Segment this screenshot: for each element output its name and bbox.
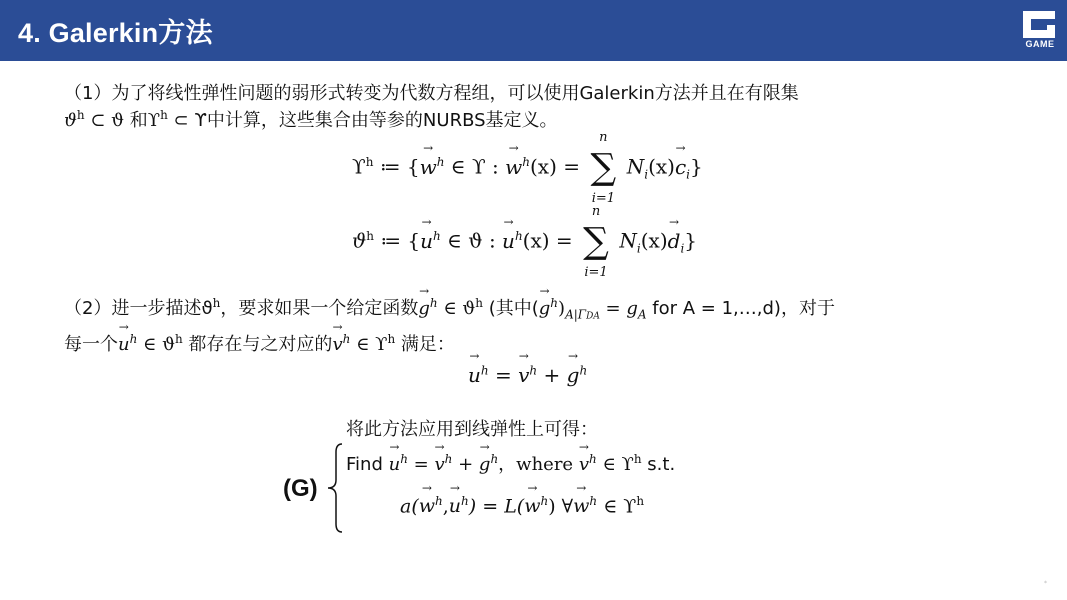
page-mark: * bbox=[1044, 580, 1047, 587]
galerkin-line2: $a(\to w^h,\to u^h) = L(\to w^h)$ ∀→ $w^h$ ∈ $ϒ^h$ bbox=[400, 494, 644, 517]
galerkin-label: (G) bbox=[283, 475, 318, 502]
equation-upsilon-h: $ϒ^h$ ≔ {→ $w^h$ ∈ ϒ : → $w^h(x)$ = n ∑ i=1 $N_i(x)\to c_i$} bbox=[352, 150, 703, 186]
summation: n ∑ i=1 bbox=[583, 204, 609, 280]
galerkin-line1: Find → $u^h$ = → $v^h$ + → $g^h$，where → $v^h$ ∈ $ϒ^h$ s.t. bbox=[346, 450, 675, 476]
title-bar bbox=[0, 0, 1067, 61]
section2-line1: （2）进一步描述$ϑ^h$，要求如果一个给定函数→ $g^h$ ∈ $ϑ^h$ (其中(→ $g^h)_{A|\Gamma DA} = g_A$ for A = 1,…,d)，对于 bbox=[64, 294, 835, 322]
summation: n ∑ i=1 bbox=[590, 130, 617, 206]
section1-line2: $ϑ^h$ ⊂ ϑ 和$ϒ^h$ ⊂ ϒ中计算，这些集合由等参的NURBS基定义。 bbox=[64, 108, 558, 131]
section1-line1: （1）为了将线性弹性问题的弱形式转变为代数方程组，可以使用Galerkin方法并且在有限集 bbox=[64, 83, 799, 104]
equation-decomposition: → $u^h$ = → $v^h$ + → $g^h$ bbox=[468, 363, 587, 387]
logo-text: GAME bbox=[1025, 39, 1055, 49]
left-brace bbox=[324, 442, 344, 534]
apply-text: 将此方法应用到线弹性上可得： bbox=[346, 419, 598, 440]
equation-vartheta-h: $ϑ^h$ ≔ {→ $u^h$ ∈ ϑ : → $u^h(x)$ = n ∑ i=1 $N_i(x)\to d_i$} bbox=[352, 224, 697, 260]
section2-line2: 每一个→ $u^h$ ∈ $ϑ^h$ 都存在与之对应的→ $v^h$ ∈ $ϒ^h$ 满足： bbox=[64, 330, 455, 356]
page-title: 4. Galerkin方法 bbox=[18, 18, 213, 48]
